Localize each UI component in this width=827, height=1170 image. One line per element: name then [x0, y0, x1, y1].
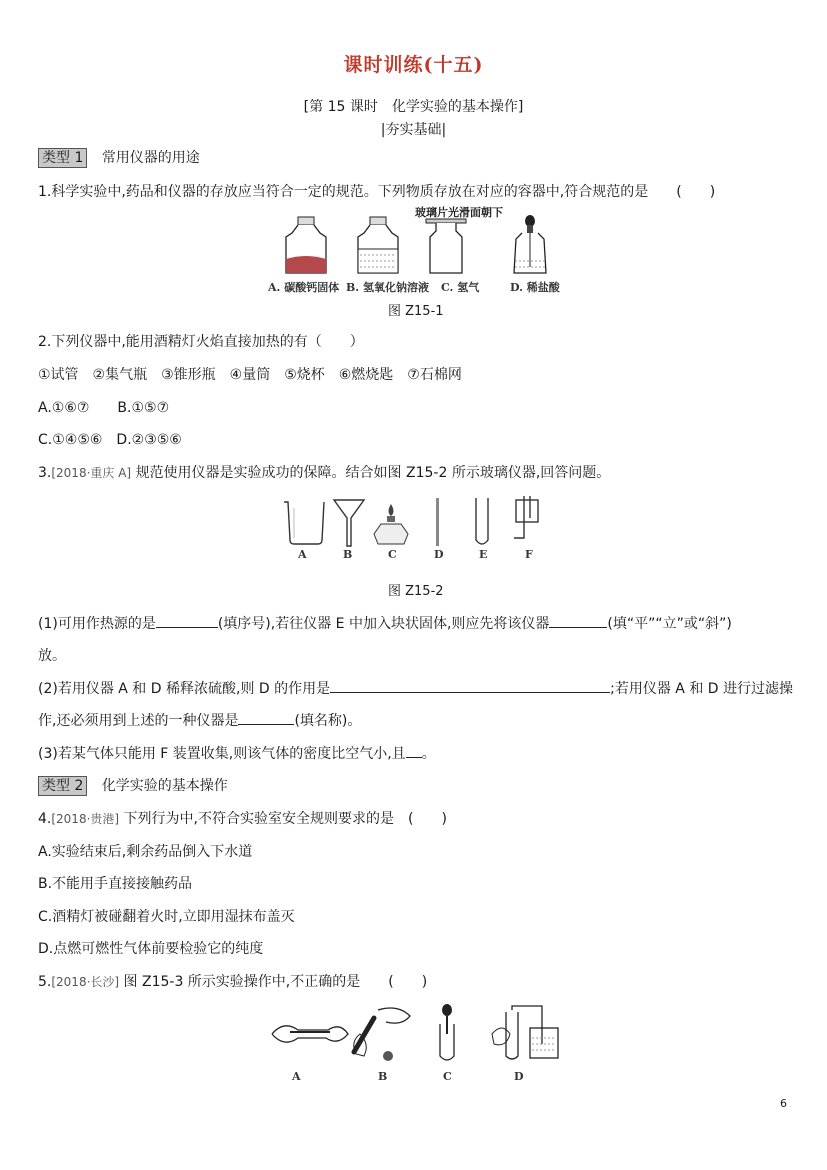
q5-source: [2018·长沙]	[51, 975, 120, 989]
beaker-icon	[284, 502, 324, 544]
glassware-figure	[278, 494, 548, 550]
q3-source: [2018·重庆 A]	[51, 466, 132, 480]
bottle-a-icon	[286, 217, 326, 273]
type-tag: 类型 1	[38, 148, 87, 168]
question-3-stem	[38, 462, 610, 482]
type-label: 化学实验的基本操作	[101, 778, 228, 794]
q1-note: 玻璃片光滑面朝下	[415, 206, 503, 219]
q4-option-d: D.点燃可燃性气体前要检验它的纯度	[38, 941, 264, 957]
type2-heading	[38, 775, 228, 796]
hands-connecting-icon	[272, 1026, 348, 1042]
q3-label-a: A	[298, 548, 307, 561]
glass-rod-icon	[436, 498, 439, 546]
answer-blank[interactable]	[238, 710, 294, 725]
page-title: 课时训练(十五)	[343, 54, 484, 76]
funnel-icon	[334, 500, 364, 546]
type1-heading	[38, 147, 200, 168]
q3-label-b: B	[343, 548, 353, 561]
q2-items: ①试管 ②集气瓶 ③锥形瓶 ④量筒 ⑤烧杯 ⑥燃烧匙 ⑦石棉网	[38, 367, 462, 383]
storage-bottles-figure	[268, 215, 568, 277]
type-tag: 类型 2	[38, 776, 87, 796]
question-2-stem: 2.下列仪器中,能用酒精灯火焰直接加热的有（ ）	[38, 334, 364, 350]
q1-option-d: D. 稀盐酸	[510, 281, 560, 294]
q3-label-d: D	[434, 548, 444, 561]
q4-option-b: B.不能用手直接接触药品	[38, 876, 193, 892]
q3-number: 3.	[38, 465, 52, 481]
q3-label-c: C	[388, 548, 397, 561]
lesson-heading: [第 15 课时 化学实验的基本操作]	[303, 99, 524, 115]
q4-option-c: C.酒精灯被碰翻着火时,立即用湿抹布盖灭	[38, 909, 295, 925]
operations-figure	[270, 1004, 562, 1064]
q3-label-e: E	[479, 548, 488, 561]
q1-option-b: B. 氢氧化钠溶液	[346, 281, 429, 294]
q3-part-1-cont: 放。	[38, 648, 66, 664]
q4-source: [2018·贵港]	[51, 812, 120, 826]
section-heading: |夯实基础|	[380, 122, 447, 138]
q4-option-a: A.实验结束后,剩余药品倒入下水道	[38, 844, 253, 860]
test-tube-icon	[476, 498, 488, 544]
bottle-c-icon	[426, 219, 466, 273]
type-label: 常用仪器的用途	[101, 150, 200, 166]
question-5-stem: 5.[2018·长沙] 图 Z15-3 所示实验操作中,不正确的是 ( )	[38, 974, 428, 990]
alcohol-lamp-icon	[374, 504, 408, 544]
figure-z15-2	[278, 494, 548, 554]
bottle-d-icon	[514, 215, 546, 273]
q2-options-ab: A.①⑥⑦ B.①⑤⑦	[38, 400, 170, 416]
answer-blank[interactable]	[156, 613, 218, 628]
q3-label-f: F	[525, 548, 533, 561]
airtightness-check-icon	[492, 1006, 558, 1059]
q5-label-d: D	[514, 1070, 524, 1083]
bottle-b-icon	[358, 217, 398, 273]
collection-device-icon	[514, 496, 538, 538]
q5-label-c: C	[443, 1070, 452, 1083]
figure-caption-1: 图 Z15-1	[388, 304, 444, 319]
q3-part-3: (3)若某气体只能用 F 装置收集,则该气体的密度比空气小,且 。	[38, 743, 436, 763]
dropper-test-tube-icon	[440, 1004, 454, 1060]
answer-blank[interactable]	[549, 613, 607, 628]
hand-tube-stopper-icon	[354, 1008, 410, 1061]
figure-z15-1	[268, 215, 568, 281]
figure-caption-2: 图 Z15-2	[388, 584, 444, 599]
q2-options-cd: C.①④⑤⑥ D.②③⑤⑥	[38, 432, 182, 448]
q3-part-2: (2)若用仪器 A 和 D 稀释浓硫酸,则 D 的作用是 ;若用仪器 A 和 D 进行过滤操	[38, 678, 793, 698]
page-number: 6	[780, 1097, 787, 1110]
question-1-stem: 1.科学实验中,药品和仪器的存放应当符合一定的规范。下列物质存放在对应的容器中,符合规范的是 ( )	[38, 184, 716, 200]
answer-blank[interactable]	[330, 678, 610, 693]
q5-label-a: A	[292, 1070, 301, 1083]
answer-blank[interactable]	[406, 743, 422, 758]
q1-option-c: C. 氢气	[441, 281, 480, 294]
question-4-stem: 4.[2018·贵港] 下列行为中,不符合实验室安全规则要求的是 ( )	[38, 811, 447, 827]
q3-part-2-cont: 作,还必须用到上述的一种仪器是 (填名称)。	[38, 710, 361, 730]
q3-text: 规范使用仪器是实验成功的保障。结合如图 Z15-2 所示玻璃仪器,回答问题。	[135, 465, 611, 481]
figure-z15-3	[270, 1004, 562, 1068]
q1-option-a: A. 碳酸钙固体	[268, 281, 340, 294]
q5-label-b: B	[378, 1070, 388, 1083]
q3-part-1: (1)可用作热源的是 (填序号),若往仪器 E 中加入块状固体,则应先将该仪器 (填“平”“立”或“斜”)	[38, 613, 732, 633]
